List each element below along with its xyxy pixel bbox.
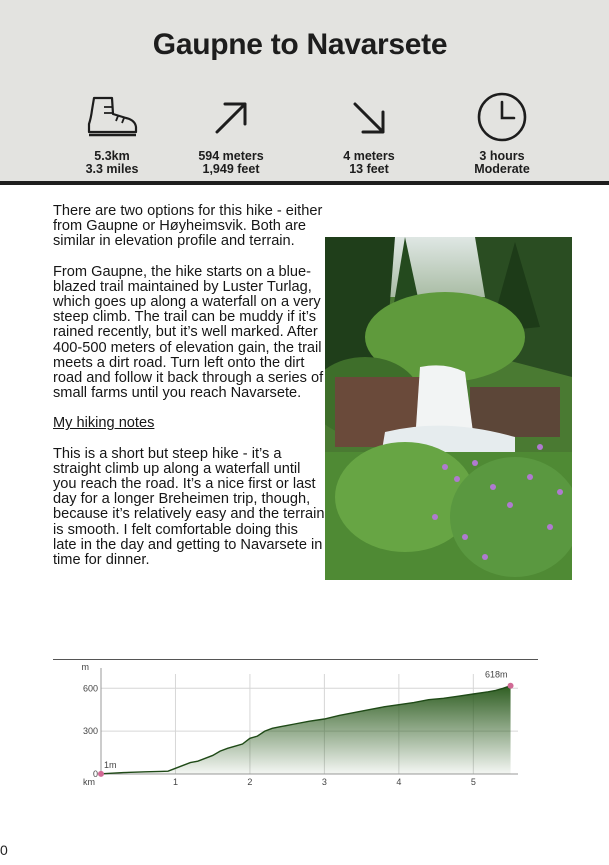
stat-ascent (156, 94, 306, 176)
stat-descent (294, 94, 444, 176)
arrow-up-right-icon (201, 94, 261, 140)
page-number: 0 (0, 842, 8, 858)
distance-miles: 3.3 miles (85, 162, 139, 176)
y-tick-label: 0 (92, 769, 98, 779)
page-title: Gaupne to Navarsete (152, 28, 448, 61)
x-tick-label: 4 (396, 777, 402, 787)
elevation-chart (53, 660, 543, 800)
notes-heading: My hiking notes (53, 415, 155, 432)
end-elevation-label: 618m (485, 669, 508, 680)
y-tick-label: 300 (82, 726, 98, 737)
x-tick-label: 3 (321, 777, 327, 787)
start-marker (98, 771, 104, 777)
hiking-boot-icon (82, 94, 142, 140)
x-tick-label: 1 (172, 777, 178, 787)
y-axis-label: m (81, 662, 89, 672)
intro-paragraph: There are two options for this hike - either from Gaupne or Høyheimsvik. Both are similar in elevation profile and terrain. (53, 203, 323, 250)
ascent-feet: 1,949 feet (202, 162, 260, 176)
clock-icon (472, 90, 532, 142)
notes-paragraph: This is a short but steep hike - it’s a straight climb up along a waterfall until you reach the road. It’s a nice first or last day for a longer Breheimen trip, though, because it’s relatively easy and the terrain is smooth. I felt comfortable doing this late in the day and getting to Navarsete in time for dinner. (53, 445, 325, 569)
route-paragraph: From Gaupne, the hike starts on a blue-blazed trail maintained by Luster Turlag, which goes up along a waterfall on a very steep climb. The trail can be muddy if it’s rained recently, but it’s well marked. After 400-500 meters of elevation gain, the trail meets a dirt road. Turn left onto the dirt road and follow it back through a series of small farms until you reach Navarsete. (53, 263, 324, 402)
difficulty: Moderate (474, 162, 530, 176)
distance-km: 5.3km (94, 149, 130, 163)
waterfall-photo (325, 237, 572, 580)
start-elevation-label: 1m (104, 759, 117, 770)
y-tick-label: 600 (82, 683, 98, 694)
hike-description (53, 204, 325, 583)
descent-meters: 4 meters (343, 149, 395, 163)
end-marker (508, 683, 514, 689)
duration: 3 hours (479, 149, 525, 163)
ascent-meters: 594 meters (198, 149, 264, 163)
arrow-down-right-icon (339, 94, 399, 140)
x-axis-label: km (83, 777, 95, 787)
title-banner (0, 0, 609, 182)
header-divider (0, 181, 609, 185)
x-tick-label: 2 (247, 777, 253, 787)
x-tick-label: 5 (470, 777, 476, 787)
elevation-area (101, 686, 511, 774)
descent-feet: 13 feet (349, 162, 389, 176)
stat-duration (427, 94, 577, 176)
